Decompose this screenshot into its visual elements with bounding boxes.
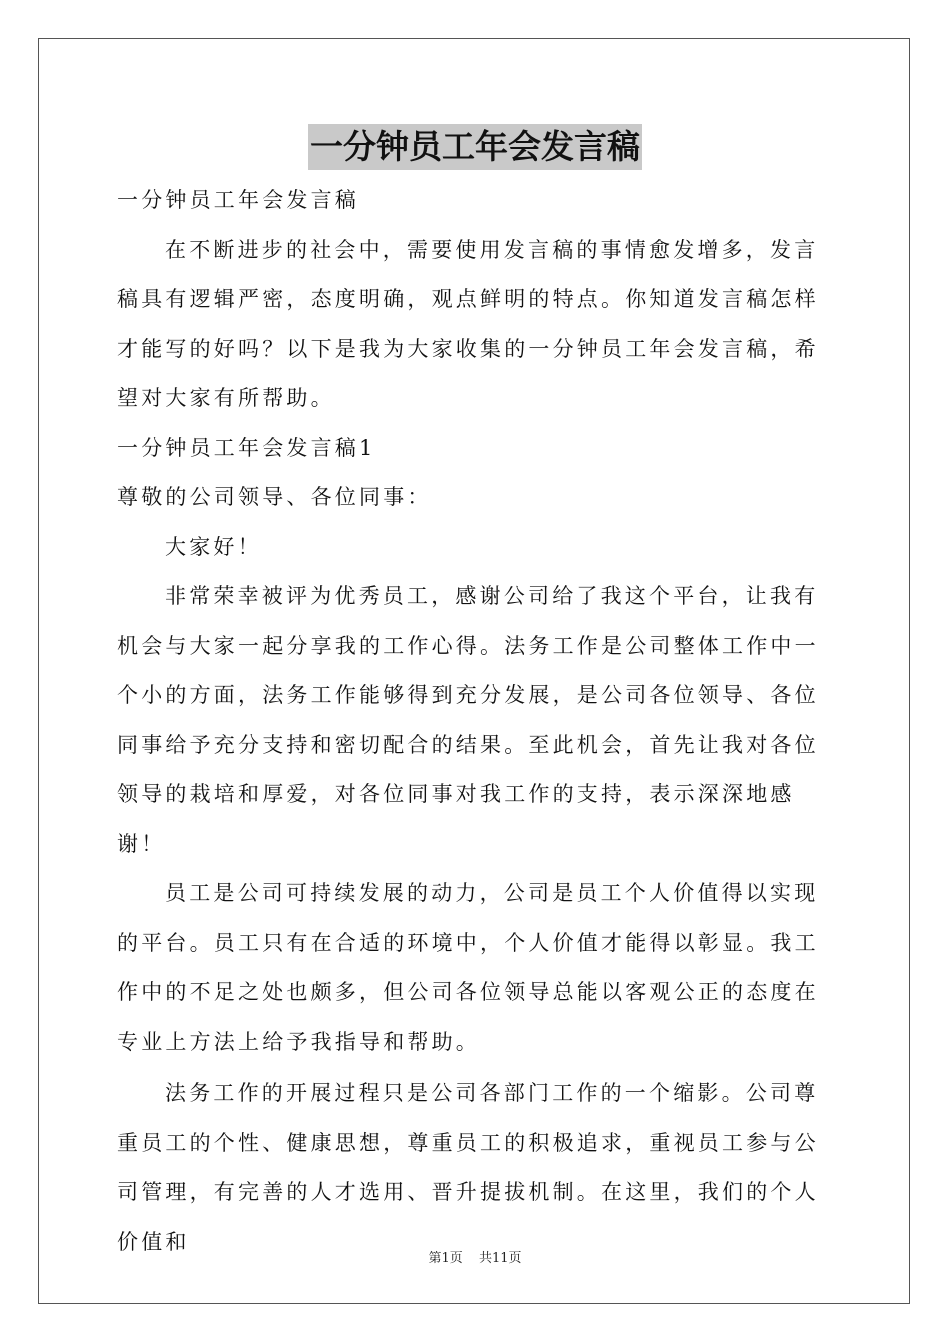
document-body — [117, 176, 833, 1267]
page-footer — [0, 1247, 950, 1266]
intro-paragraph: 在不断进步的社会中，需要使用发言稿的事情愈发增多，发言稿具有逻辑严密，态度明确，观点鲜明的特点。你知道发言稿怎样才能写的好吗？以下是我为大家收集的一分钟员工年会发言稿，希望对大家有所帮助。 — [117, 237, 819, 410]
body-paragraph: 非常荣幸被评为优秀员工，感谢公司给了我这个平台，让我有机会与大家一起分享我的工作心得。法务工作是公司整体工作中一个小的方面，法务工作能够得到充分发展，是公司各位领导、各位同事给予充分支持和密切配合的结果。至此机会，首先让我对各位领导的栽培和厚爱，对各位同事对我工作的支持，表示深深地感谢！ — [117, 584, 819, 856]
page-total: 共11页 — [478, 1251, 522, 1266]
salutation: 尊敬的公司领导、各位同事： — [117, 485, 432, 509]
subtitle-line: 一分钟员工年会发言稿 — [117, 188, 359, 212]
greeting: 大家好！ — [165, 534, 262, 559]
title-container — [0, 124, 950, 170]
section-heading: 一分钟员工年会发言稿1 — [117, 435, 376, 460]
document-title: 一分钟员工年会发言稿 — [308, 124, 642, 170]
page-number: 第1页 — [428, 1251, 463, 1266]
body-paragraph: 员工是公司可持续发展的动力，公司是员工个人价值得以实现的平台。员工只有在合适的环境中，个人价值才能得以彰显。我工作中的不足之处也颇多，但公司各位领导总能以客观公正的态度在专业上方法上给予我指导和帮助。 — [117, 881, 819, 1054]
body-paragraph: 法务工作的开展过程只是公司各部门工作的一个缩影。公司尊重员工的个性、健康思想，尊重员工的积极追求，重视员工参与公司管理，有完善的人才选用、晋升提拔机制。在这里，我们的个人价值和 — [117, 1081, 819, 1254]
